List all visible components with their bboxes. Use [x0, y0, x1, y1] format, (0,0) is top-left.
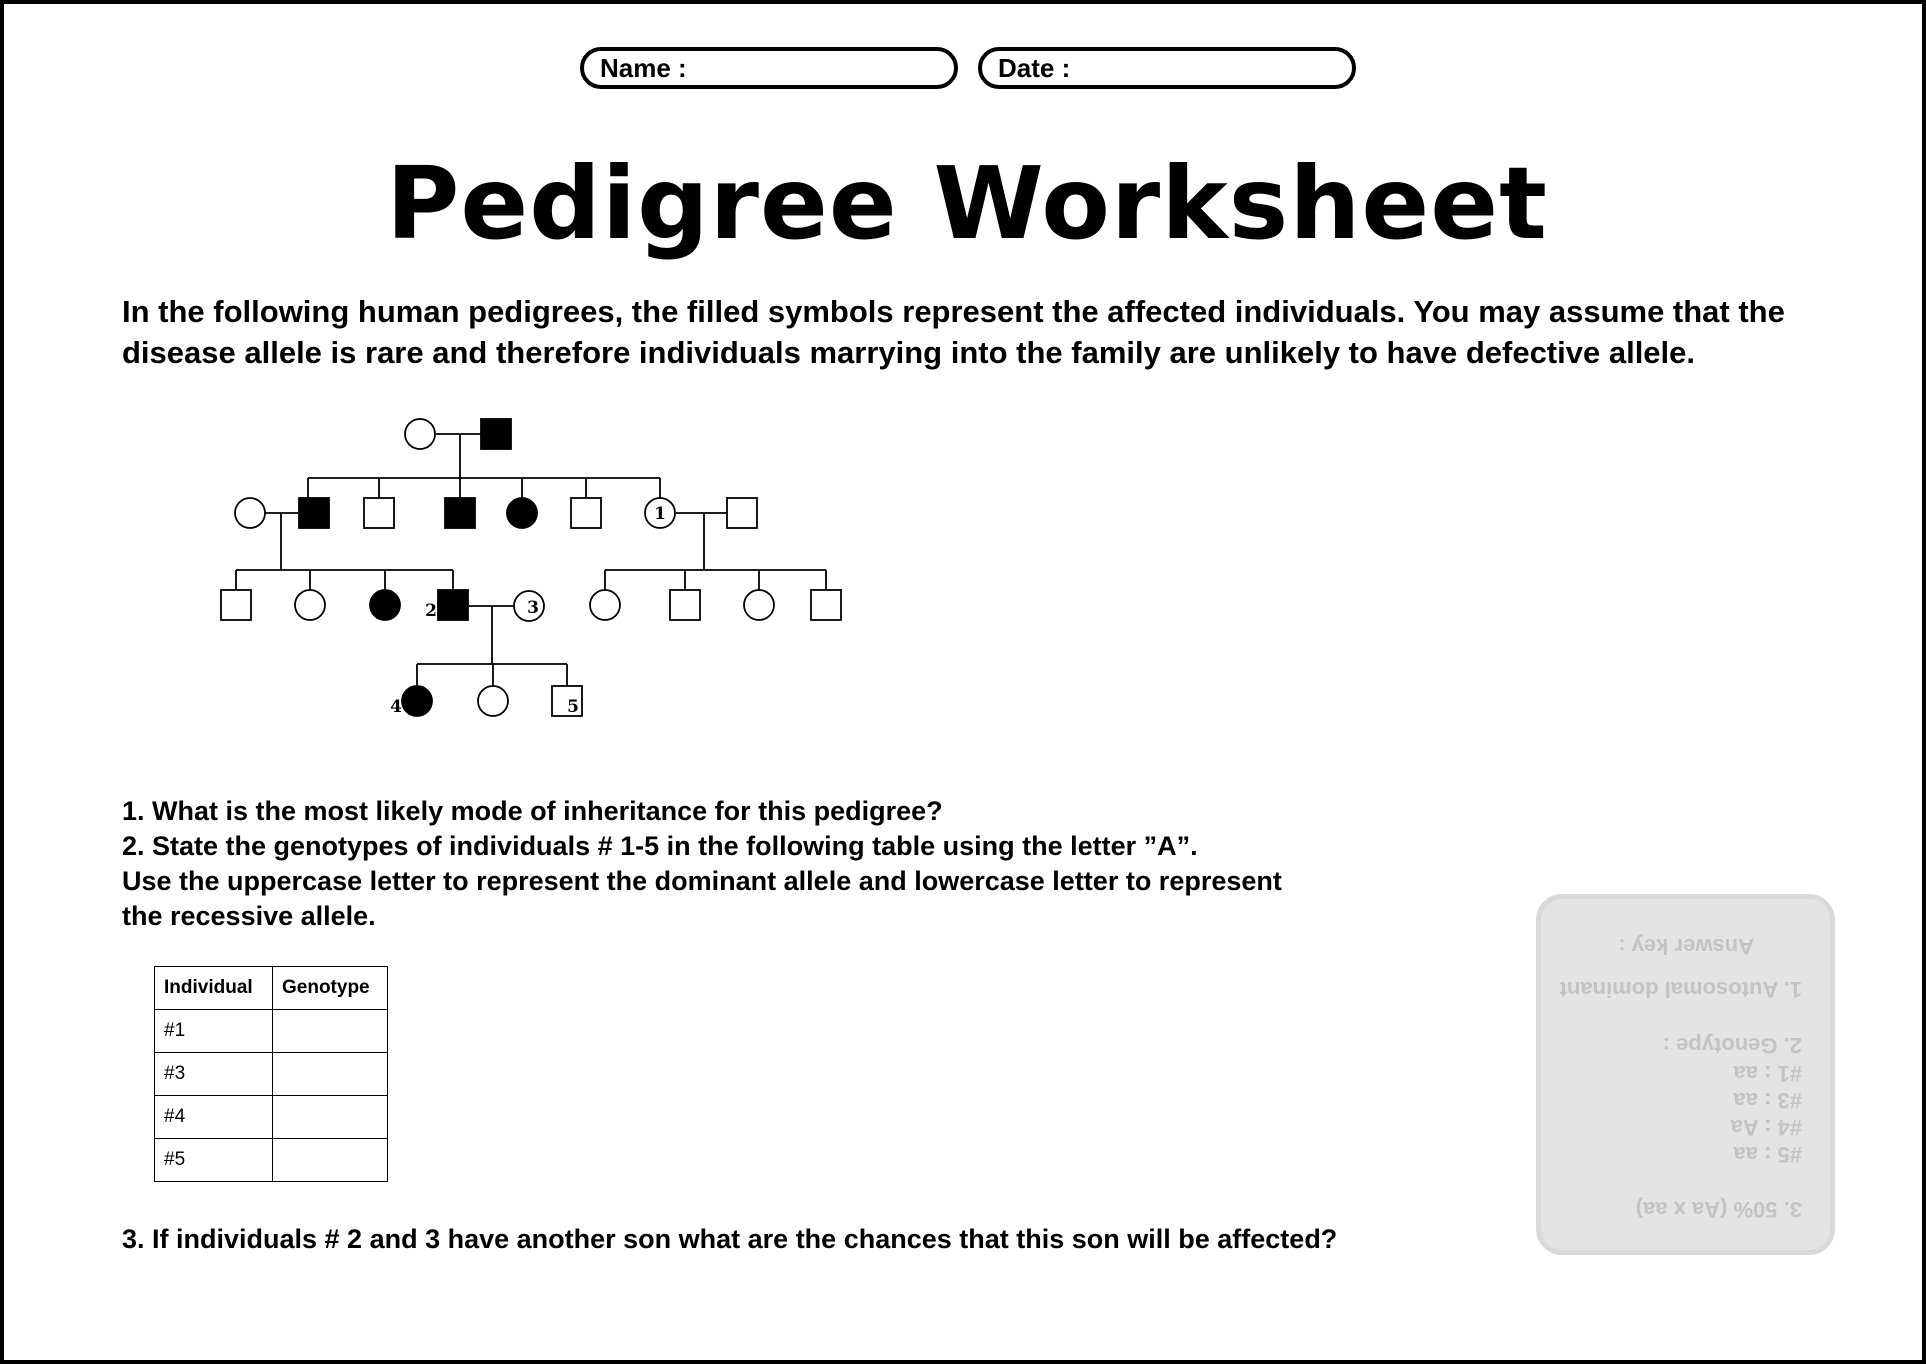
- pedigree-female-unaffected: [590, 590, 620, 620]
- pedigree-female-unaffected: [478, 686, 508, 716]
- pedigree-label-3: 3: [527, 598, 539, 618]
- question-1: 1. What is the most likely mode of inheritance for this pedigree?: [122, 796, 943, 826]
- question-3: 3. If individuals # 2 and 3 have another son what are the chances that this son will be affected?: [122, 1224, 1338, 1254]
- genotype-answer-cell[interactable]: [273, 1096, 388, 1139]
- pedigree-male-individual-2: [438, 590, 468, 620]
- answer-key-2: 2. Genotype :: [1662, 1033, 1802, 1058]
- pedigree-female-unaffected: [235, 498, 265, 528]
- pedigree-male-affected: [299, 498, 329, 528]
- pedigree-male-affected: [481, 419, 511, 449]
- intro-text: [122, 291, 1842, 373]
- question-2-instructions-cont: the recessive allele.: [122, 901, 376, 931]
- table-header-row: [155, 967, 388, 1010]
- table-cell-individual: #5: [155, 1139, 273, 1182]
- pedigree-female-individual-4: [402, 686, 432, 716]
- name-field[interactable]: [580, 47, 958, 89]
- pedigree-male-unaffected: [221, 590, 251, 620]
- answer-key-box: [1536, 894, 1835, 1255]
- pedigree-female-unaffected: [744, 590, 774, 620]
- pedigree-male-unaffected: [364, 498, 394, 528]
- question-2: 2. State the genotypes of individuals # 1-5 in the following table using the letter ”A”.: [122, 831, 1198, 861]
- pedigree-female-affected: [507, 498, 537, 528]
- pedigree-female-unaffected: [295, 590, 325, 620]
- intro-line-1: In the following human pedigrees, the filled symbols represent the affected individuals. You may assume that the: [122, 294, 1785, 329]
- answer-key-genotype-3: #3 : aa: [1733, 1088, 1802, 1113]
- pedigree-male-unaffected: [811, 590, 841, 620]
- name-label: Name :: [600, 53, 687, 83]
- intro-line-2: disease allele is rare and therefore individuals marrying into the family are unlikely to have defective allele.: [122, 335, 1696, 370]
- table-row: [155, 1139, 388, 1182]
- pedigree-male-affected: [445, 498, 475, 528]
- pedigree-male-unaffected: [727, 498, 757, 528]
- table-row: [155, 1053, 388, 1096]
- answer-key-genotype-1: #1 : aa: [1733, 1061, 1802, 1086]
- page-title: Pedigree Worksheet: [386, 145, 1548, 262]
- table-cell-individual: #1: [155, 1010, 273, 1053]
- table-cell-individual: #3: [155, 1053, 273, 1096]
- table-cell-individual: #4: [155, 1096, 273, 1139]
- pedigree-diagram: [204, 399, 864, 729]
- pedigree-label-1: 1: [654, 504, 666, 524]
- pedigree-female-affected: [370, 590, 400, 620]
- question-2-instructions: Use the uppercase letter to represent the dominant allele and lowercase letter to represent: [122, 866, 1282, 896]
- genotype-table: [154, 966, 388, 1182]
- answer-key-title: Answer key :: [1618, 934, 1754, 959]
- genotype-answer-cell[interactable]: [273, 1010, 388, 1053]
- answer-key-genotype-4: #4 : Aa: [1730, 1115, 1802, 1140]
- questions: [122, 794, 1422, 934]
- answer-key-genotype-5: #5 : aa: [1733, 1142, 1802, 1167]
- genotype-answer-cell[interactable]: [273, 1053, 388, 1096]
- table-row: [155, 1010, 388, 1053]
- pedigree-male-unaffected: [670, 590, 700, 620]
- pedigree-male-unaffected: [571, 498, 601, 528]
- date-field[interactable]: [978, 47, 1356, 89]
- table-header-individual: Individual: [155, 967, 273, 1010]
- genotype-answer-cell[interactable]: [273, 1139, 388, 1182]
- table-row: [155, 1096, 388, 1139]
- pedigree-female-unaffected: [405, 419, 435, 449]
- table-header-genotype: Genotype: [273, 967, 388, 1010]
- pedigree-label-2: 2: [425, 601, 437, 621]
- pedigree-label-5: 5: [567, 697, 579, 717]
- pedigree-label-4: 4: [390, 697, 402, 717]
- answer-key-3: 3. 50% (Aa x aa): [1635, 1197, 1802, 1222]
- date-label: Date :: [998, 53, 1071, 83]
- answer-key-1: 1. Autosomal dominant: [1559, 977, 1802, 1002]
